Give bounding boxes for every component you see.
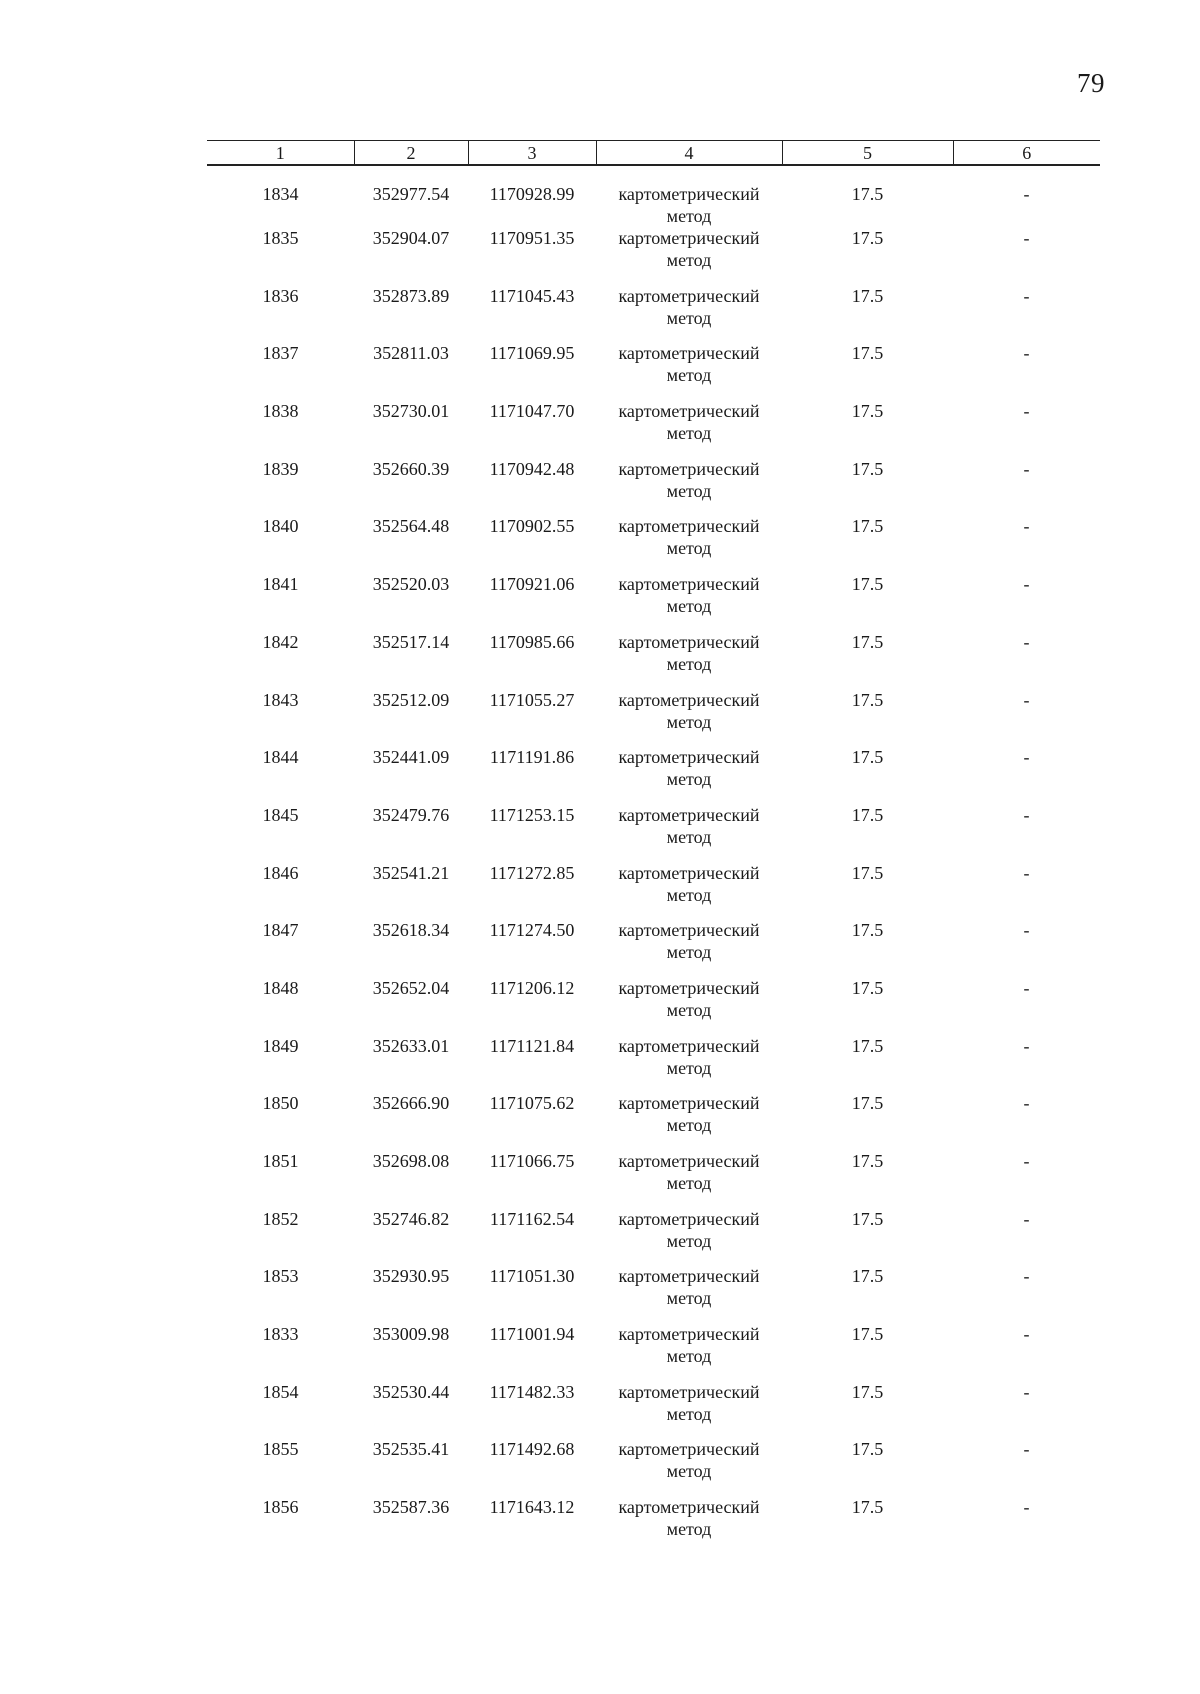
note-cell: - bbox=[1023, 1266, 1030, 1287]
method-text bbox=[596, 919, 782, 963]
column-header-5: 5 bbox=[782, 141, 953, 166]
method-line-1: картометрический bbox=[618, 458, 760, 479]
method-line-2: метод bbox=[666, 423, 712, 444]
method-text bbox=[596, 1092, 782, 1136]
table-row bbox=[207, 1381, 1100, 1439]
accuracy-cell: 17.5 bbox=[851, 401, 884, 422]
y-coordinate-cell: 1171191.86 bbox=[489, 747, 575, 768]
method-cell bbox=[596, 919, 782, 977]
method-line-1: картометрический bbox=[618, 285, 760, 306]
table-header bbox=[207, 141, 1100, 166]
method-cell bbox=[596, 400, 782, 458]
note-cell: - bbox=[1023, 920, 1030, 941]
y-coordinate-cell: 1171643.12 bbox=[489, 1497, 575, 1518]
table-row bbox=[207, 1035, 1100, 1093]
method-line-1: картометрический bbox=[618, 1208, 760, 1229]
table-row bbox=[207, 804, 1100, 862]
method-text bbox=[596, 977, 782, 1021]
method-text bbox=[596, 183, 782, 227]
note-cell: - bbox=[1023, 804, 1030, 825]
y-coordinate-cell: 1171492.68 bbox=[489, 1439, 575, 1460]
point-number-cell: 1851 bbox=[262, 1151, 299, 1171]
y-coordinate-cell: 1170921.06 bbox=[489, 574, 575, 595]
method-cell bbox=[596, 1150, 782, 1208]
point-number-cell: 1842 bbox=[262, 631, 299, 652]
method-line-2: метод bbox=[666, 942, 712, 963]
x-coordinate-cell: 352530.44 bbox=[372, 1381, 450, 1402]
accuracy-cell: 17.5 bbox=[851, 804, 884, 825]
note-cell: - bbox=[1023, 862, 1030, 883]
method-line-1: картометрический bbox=[618, 1035, 760, 1056]
method-line-2: метод bbox=[666, 1115, 712, 1136]
method-line-2: метод bbox=[666, 653, 712, 674]
method-line-2: метод bbox=[666, 1230, 712, 1251]
table-row bbox=[207, 689, 1100, 747]
x-coordinate-cell: 353009.98 bbox=[372, 1324, 450, 1345]
point-number-cell: 1856 bbox=[262, 1497, 299, 1518]
column-header-1: 1 bbox=[207, 141, 354, 166]
point-number-cell: 1849 bbox=[262, 1035, 299, 1056]
accuracy-cell: 17.5 bbox=[851, 862, 884, 883]
y-coordinate-cell: 1170951.35 bbox=[489, 228, 575, 248]
method-cell bbox=[596, 1496, 782, 1554]
method-cell bbox=[596, 862, 782, 920]
method-cell bbox=[596, 977, 782, 1035]
accuracy-cell: 17.5 bbox=[851, 228, 884, 248]
method-cell bbox=[596, 1438, 782, 1496]
note-cell: - bbox=[1023, 1497, 1030, 1518]
note-cell: - bbox=[1023, 689, 1030, 710]
method-text bbox=[596, 458, 782, 502]
method-text bbox=[596, 1265, 782, 1309]
x-coordinate-cell: 352535.41 bbox=[372, 1439, 450, 1460]
note-cell: - bbox=[1023, 1035, 1030, 1056]
note-cell: - bbox=[1023, 458, 1030, 479]
method-cell bbox=[596, 1265, 782, 1323]
table-row bbox=[207, 862, 1100, 920]
accuracy-cell: 17.5 bbox=[851, 285, 884, 306]
method-cell bbox=[596, 1092, 782, 1150]
point-number-cell: 1835 bbox=[262, 228, 299, 248]
y-coordinate-cell: 1170985.66 bbox=[489, 631, 575, 652]
accuracy-cell: 17.5 bbox=[851, 1439, 884, 1460]
note-cell: - bbox=[1023, 1151, 1030, 1171]
x-coordinate-cell: 352652.04 bbox=[372, 977, 450, 998]
method-cell bbox=[596, 1035, 782, 1093]
x-coordinate-cell: 352564.48 bbox=[372, 516, 450, 537]
point-number-cell: 1846 bbox=[262, 862, 299, 883]
column-header-3: 3 bbox=[468, 141, 596, 166]
point-number-cell: 1838 bbox=[262, 401, 299, 422]
point-number-cell: 1836 bbox=[262, 285, 299, 306]
note-cell: - bbox=[1023, 1093, 1030, 1114]
x-coordinate-cell: 352541.21 bbox=[372, 862, 450, 883]
accuracy-cell: 17.5 bbox=[851, 1093, 884, 1114]
coordinates-table bbox=[207, 140, 1100, 1554]
method-line-1: картометрический bbox=[618, 1497, 760, 1518]
note-cell: - bbox=[1023, 1439, 1030, 1460]
method-line-1: картометрический bbox=[618, 1439, 760, 1460]
note-cell: - bbox=[1023, 574, 1030, 595]
method-text bbox=[596, 1208, 782, 1252]
method-line-1: картометрический bbox=[618, 862, 760, 883]
x-coordinate-cell: 352587.36 bbox=[372, 1497, 450, 1518]
method-text bbox=[596, 689, 782, 733]
note-cell: - bbox=[1023, 184, 1030, 204]
accuracy-cell: 17.5 bbox=[851, 516, 884, 537]
method-line-1: картометрический bbox=[618, 343, 760, 364]
table-row bbox=[207, 227, 1100, 285]
table-row bbox=[207, 458, 1100, 516]
method-text bbox=[596, 285, 782, 329]
method-line-1: картометрический bbox=[618, 1151, 760, 1171]
method-cell bbox=[596, 227, 782, 285]
accuracy-cell: 17.5 bbox=[851, 1381, 884, 1402]
accuracy-cell: 17.5 bbox=[851, 1497, 884, 1518]
method-line-2: метод bbox=[666, 596, 712, 617]
note-cell: - bbox=[1023, 747, 1030, 768]
column-header-6: 6 bbox=[953, 141, 1100, 166]
table-row bbox=[207, 573, 1100, 631]
point-number-cell: 1837 bbox=[262, 343, 299, 364]
x-coordinate-cell: 352512.09 bbox=[372, 689, 450, 710]
method-line-2: метод bbox=[666, 1346, 712, 1367]
x-coordinate-cell: 352520.03 bbox=[372, 574, 450, 595]
method-cell bbox=[596, 1381, 782, 1439]
accuracy-cell: 17.5 bbox=[851, 977, 884, 998]
method-line-2: метод bbox=[666, 250, 712, 270]
y-coordinate-cell: 1171069.95 bbox=[489, 343, 575, 364]
method-line-2: метод bbox=[666, 538, 712, 559]
method-cell bbox=[596, 1208, 782, 1266]
point-number-cell: 1834 bbox=[262, 184, 299, 204]
point-number-cell: 1844 bbox=[262, 747, 299, 768]
table-row bbox=[207, 342, 1100, 400]
point-number-cell: 1852 bbox=[262, 1208, 299, 1229]
table-row bbox=[207, 631, 1100, 689]
method-line-1: картометрический bbox=[618, 401, 760, 422]
x-coordinate-cell: 352660.39 bbox=[372, 458, 450, 479]
method-cell bbox=[596, 342, 782, 400]
note-cell: - bbox=[1023, 1208, 1030, 1229]
y-coordinate-cell: 1171274.50 bbox=[489, 920, 575, 941]
note-cell: - bbox=[1023, 1381, 1030, 1402]
method-cell bbox=[596, 1323, 782, 1381]
column-header-4: 4 bbox=[596, 141, 782, 166]
method-line-2: метод bbox=[666, 307, 712, 328]
method-line-2: метод bbox=[666, 769, 712, 790]
table-row bbox=[207, 746, 1100, 804]
method-line-2: метод bbox=[666, 884, 712, 905]
method-cell bbox=[596, 573, 782, 631]
y-coordinate-cell: 1171121.84 bbox=[489, 1035, 575, 1056]
method-text bbox=[596, 1381, 782, 1425]
method-line-1: картометрический bbox=[618, 228, 760, 248]
table-row bbox=[207, 1438, 1100, 1496]
x-coordinate-cell: 352633.01 bbox=[372, 1035, 450, 1056]
accuracy-cell: 17.5 bbox=[851, 689, 884, 710]
x-coordinate-cell: 352517.14 bbox=[372, 631, 450, 652]
accuracy-cell: 17.5 bbox=[851, 1035, 884, 1056]
point-number-cell: 1840 bbox=[262, 516, 299, 537]
y-coordinate-cell: 1171272.85 bbox=[489, 862, 575, 883]
accuracy-cell: 17.5 bbox=[851, 1208, 884, 1229]
method-line-1: картометрический bbox=[618, 977, 760, 998]
method-text bbox=[596, 1323, 782, 1367]
method-line-2: метод bbox=[666, 206, 712, 226]
point-number-cell: 1847 bbox=[262, 920, 299, 941]
accuracy-cell: 17.5 bbox=[851, 747, 884, 768]
point-number-cell: 1833 bbox=[262, 1324, 299, 1345]
method-line-1: картометрический bbox=[618, 689, 760, 710]
method-cell bbox=[596, 746, 782, 804]
method-line-2: метод bbox=[666, 480, 712, 501]
y-coordinate-cell: 1171162.54 bbox=[489, 1208, 575, 1229]
point-number-cell: 1853 bbox=[262, 1266, 299, 1287]
y-coordinate-cell: 1171001.94 bbox=[489, 1324, 575, 1345]
y-coordinate-cell: 1170928.99 bbox=[489, 184, 575, 204]
x-coordinate-cell: 352746.82 bbox=[372, 1208, 450, 1229]
method-line-2: метод bbox=[666, 1288, 712, 1309]
method-line-1: картометрический bbox=[618, 631, 760, 652]
method-cell bbox=[596, 285, 782, 343]
y-coordinate-cell: 1171055.27 bbox=[489, 689, 575, 710]
accuracy-cell: 17.5 bbox=[851, 574, 884, 595]
method-text bbox=[596, 1035, 782, 1079]
method-line-2: метод bbox=[666, 1461, 712, 1482]
y-coordinate-cell: 1171482.33 bbox=[489, 1381, 575, 1402]
method-cell bbox=[596, 515, 782, 573]
method-line-1: картометрический bbox=[618, 920, 760, 941]
note-cell: - bbox=[1023, 516, 1030, 537]
table-row bbox=[207, 515, 1100, 573]
table-row bbox=[207, 400, 1100, 458]
method-line-2: метод bbox=[666, 1403, 712, 1424]
table-row bbox=[207, 165, 1100, 227]
table-row bbox=[207, 1150, 1100, 1208]
table-row bbox=[207, 1323, 1100, 1381]
table-row bbox=[207, 1092, 1100, 1150]
method-line-1: картометрический bbox=[618, 184, 760, 204]
method-line-1: картометрический bbox=[618, 747, 760, 768]
method-line-1: картометрический bbox=[618, 1266, 760, 1287]
method-text bbox=[596, 342, 782, 386]
method-line-1: картометрический bbox=[618, 1093, 760, 1114]
method-text bbox=[596, 227, 782, 271]
method-line-1: картометрический bbox=[618, 574, 760, 595]
note-cell: - bbox=[1023, 1324, 1030, 1345]
method-line-2: метод bbox=[666, 711, 712, 732]
note-cell: - bbox=[1023, 343, 1030, 364]
method-line-2: метод bbox=[666, 826, 712, 847]
note-cell: - bbox=[1023, 401, 1030, 422]
table-body bbox=[207, 165, 1100, 1554]
method-text bbox=[596, 400, 782, 444]
y-coordinate-cell: 1171206.12 bbox=[489, 977, 575, 998]
method-text bbox=[596, 631, 782, 675]
method-cell bbox=[596, 689, 782, 747]
accuracy-cell: 17.5 bbox=[851, 1324, 884, 1345]
note-cell: - bbox=[1023, 285, 1030, 306]
method-text bbox=[596, 1150, 782, 1194]
method-line-2: метод bbox=[666, 1519, 712, 1540]
table-row bbox=[207, 977, 1100, 1035]
note-cell: - bbox=[1023, 977, 1030, 998]
method-text bbox=[596, 862, 782, 906]
x-coordinate-cell: 352698.08 bbox=[372, 1151, 450, 1171]
x-coordinate-cell: 352730.01 bbox=[372, 401, 450, 422]
method-line-2: метод bbox=[666, 999, 712, 1020]
method-cell bbox=[596, 631, 782, 689]
column-header-2: 2 bbox=[354, 141, 468, 166]
method-line-2: метод bbox=[666, 1057, 712, 1078]
point-number-cell: 1839 bbox=[262, 458, 299, 479]
x-coordinate-cell: 352479.76 bbox=[372, 804, 450, 825]
point-number-cell: 1841 bbox=[262, 574, 299, 595]
method-text bbox=[596, 746, 782, 790]
table-row bbox=[207, 1496, 1100, 1554]
point-number-cell: 1854 bbox=[262, 1381, 299, 1402]
method-line-1: картометрический bbox=[618, 516, 760, 537]
method-line-1: картометрический bbox=[618, 804, 760, 825]
table-row bbox=[207, 919, 1100, 977]
y-coordinate-cell: 1171066.75 bbox=[489, 1151, 575, 1171]
y-coordinate-cell: 1171047.70 bbox=[489, 401, 575, 422]
y-coordinate-cell: 1170942.48 bbox=[489, 458, 575, 479]
table-row bbox=[207, 285, 1100, 343]
accuracy-cell: 17.5 bbox=[851, 920, 884, 941]
method-line-2: метод bbox=[666, 365, 712, 386]
x-coordinate-cell: 352977.54 bbox=[372, 184, 450, 204]
point-number-cell: 1845 bbox=[262, 804, 299, 825]
method-text bbox=[596, 515, 782, 559]
note-cell: - bbox=[1023, 228, 1030, 248]
x-coordinate-cell: 352811.03 bbox=[373, 343, 449, 364]
method-line-1: картометрический bbox=[618, 1324, 760, 1345]
accuracy-cell: 17.5 bbox=[851, 1151, 884, 1171]
y-coordinate-cell: 1171051.30 bbox=[489, 1266, 575, 1287]
accuracy-cell: 17.5 bbox=[851, 458, 884, 479]
method-cell bbox=[596, 165, 782, 227]
y-coordinate-cell: 1171045.43 bbox=[489, 285, 575, 306]
point-number-cell: 1843 bbox=[262, 689, 299, 710]
table-row bbox=[207, 1265, 1100, 1323]
method-text bbox=[596, 804, 782, 848]
x-coordinate-cell: 352904.07 bbox=[372, 228, 450, 248]
method-cell bbox=[596, 804, 782, 862]
point-number-cell: 1850 bbox=[262, 1093, 299, 1114]
x-coordinate-cell: 352618.34 bbox=[372, 920, 450, 941]
point-number-cell: 1855 bbox=[262, 1439, 299, 1460]
method-text bbox=[596, 1496, 782, 1540]
y-coordinate-cell: 1170902.55 bbox=[489, 516, 575, 537]
page-number: 79 bbox=[1077, 68, 1105, 98]
table-row bbox=[207, 1208, 1100, 1266]
accuracy-cell: 17.5 bbox=[851, 184, 884, 204]
method-line-1: картометрический bbox=[618, 1381, 760, 1402]
x-coordinate-cell: 352930.95 bbox=[372, 1266, 450, 1287]
y-coordinate-cell: 1171075.62 bbox=[489, 1093, 575, 1114]
method-line-2: метод bbox=[666, 1173, 712, 1193]
accuracy-cell: 17.5 bbox=[851, 631, 884, 652]
accuracy-cell: 17.5 bbox=[851, 343, 884, 364]
method-text bbox=[596, 1438, 782, 1482]
point-number-cell: 1848 bbox=[262, 977, 299, 998]
x-coordinate-cell: 352873.89 bbox=[372, 285, 450, 306]
accuracy-cell: 17.5 bbox=[851, 1266, 884, 1287]
x-coordinate-cell: 352441.09 bbox=[372, 747, 450, 768]
note-cell: - bbox=[1023, 631, 1030, 652]
method-cell bbox=[596, 458, 782, 516]
y-coordinate-cell: 1171253.15 bbox=[489, 804, 575, 825]
header-row bbox=[207, 141, 1100, 166]
method-text bbox=[596, 573, 782, 617]
x-coordinate-cell: 352666.90 bbox=[372, 1093, 450, 1114]
